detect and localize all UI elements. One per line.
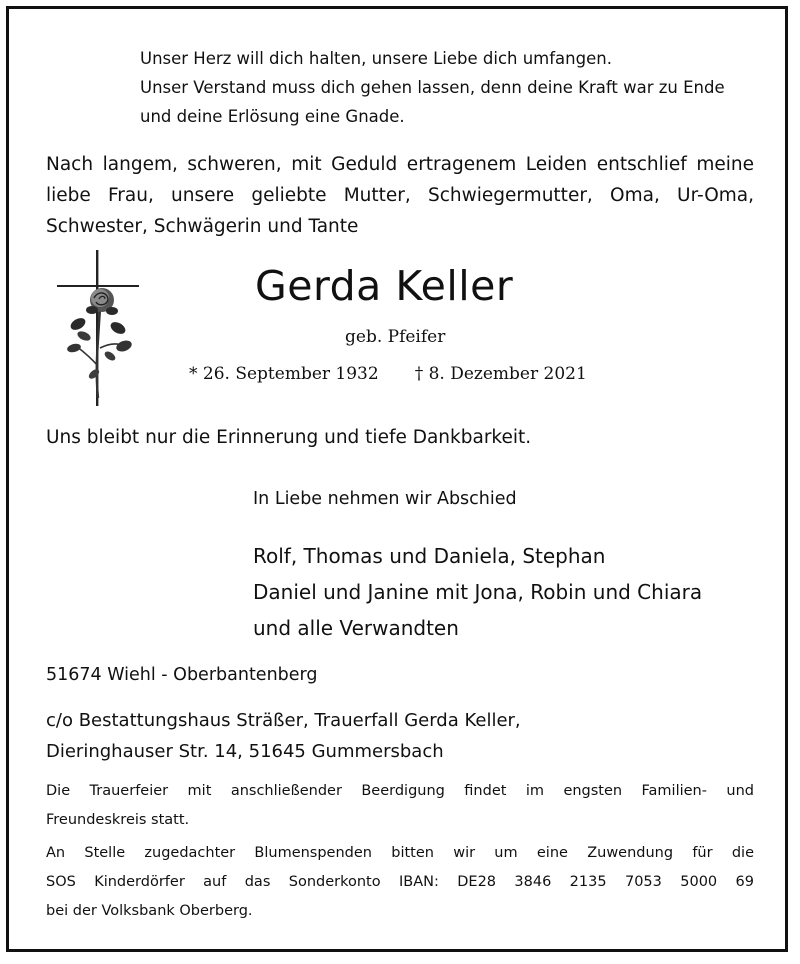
- opening-poem: [140, 44, 760, 131]
- deceased-name: Gerda Keller: [255, 262, 514, 310]
- death-date: † 8. Dezember 2021: [414, 364, 587, 384]
- poem-line-2: Unser Verstand muss dich gehen lassen, denn deine Kraft war zu Ende: [140, 78, 725, 97]
- family-location: 51674 Wiehl - Oberbantenberg: [46, 665, 318, 685]
- maiden-name: geb. Pfeifer: [345, 327, 446, 347]
- cross-with-rose-icon: [54, 248, 144, 408]
- mourners-line-3: und alle Verwandten: [253, 616, 459, 640]
- announcement-text: [46, 149, 754, 242]
- announcement-line-1: Nach langem, schweren, mit Geduld ertragenem Leiden entschlief meine: [46, 154, 754, 175]
- mourners-line-1: Rolf, Thomas und Daniela, Stephan: [253, 544, 606, 568]
- ceremony-line-2: Freundeskreis statt.: [46, 812, 190, 828]
- poem-line-1: Unser Herz will dich halten, unsere Liebe dich umfangen.: [140, 49, 612, 68]
- donation-line-2: SOS Kinderdörfer auf das Sonderkonto IBAN: DE28 3846 2135 7053 5000 69: [46, 874, 754, 890]
- address-line-1: c/o Bestattungshaus Sträßer, Trauerfall Gerda Keller,: [46, 710, 521, 731]
- donation-note: [46, 839, 754, 926]
- mourners-list: [253, 538, 702, 646]
- life-dates: [189, 364, 587, 384]
- remembrance-line: Uns bleibt nur die Erinnerung und tiefe Dankbarkeit.: [46, 427, 532, 448]
- donation-line-1: An Stelle zugedachter Blumenspenden bitten wir um eine Zuwendung für die: [46, 845, 754, 861]
- donation-line-3: bei der Volksbank Oberberg.: [46, 903, 253, 919]
- condolence-address: [46, 705, 521, 767]
- farewell-line: In Liebe nehmen wir Abschied: [253, 489, 517, 509]
- ceremony-note: [46, 777, 754, 835]
- mourners-line-2: Daniel und Janine mit Jona, Robin und Chiara: [253, 580, 703, 604]
- announcement-line-3: Schwester, Schwägerin und Tante: [46, 216, 359, 237]
- announcement-line-2: liebe Frau, unsere geliebte Mutter, Schwiegermutter, Oma, Ur-Oma,: [46, 185, 754, 206]
- poem-line-3: und deine Erlösung eine Gnade.: [140, 107, 405, 126]
- address-line-2: Dieringhauser Str. 14, 51645 Gummersbach: [46, 741, 444, 762]
- ceremony-line-1: Die Trauerfeier mit anschließender Beerdigung findet im engsten Familien- und: [46, 783, 754, 799]
- birth-date: * 26. September 1932: [189, 364, 379, 384]
